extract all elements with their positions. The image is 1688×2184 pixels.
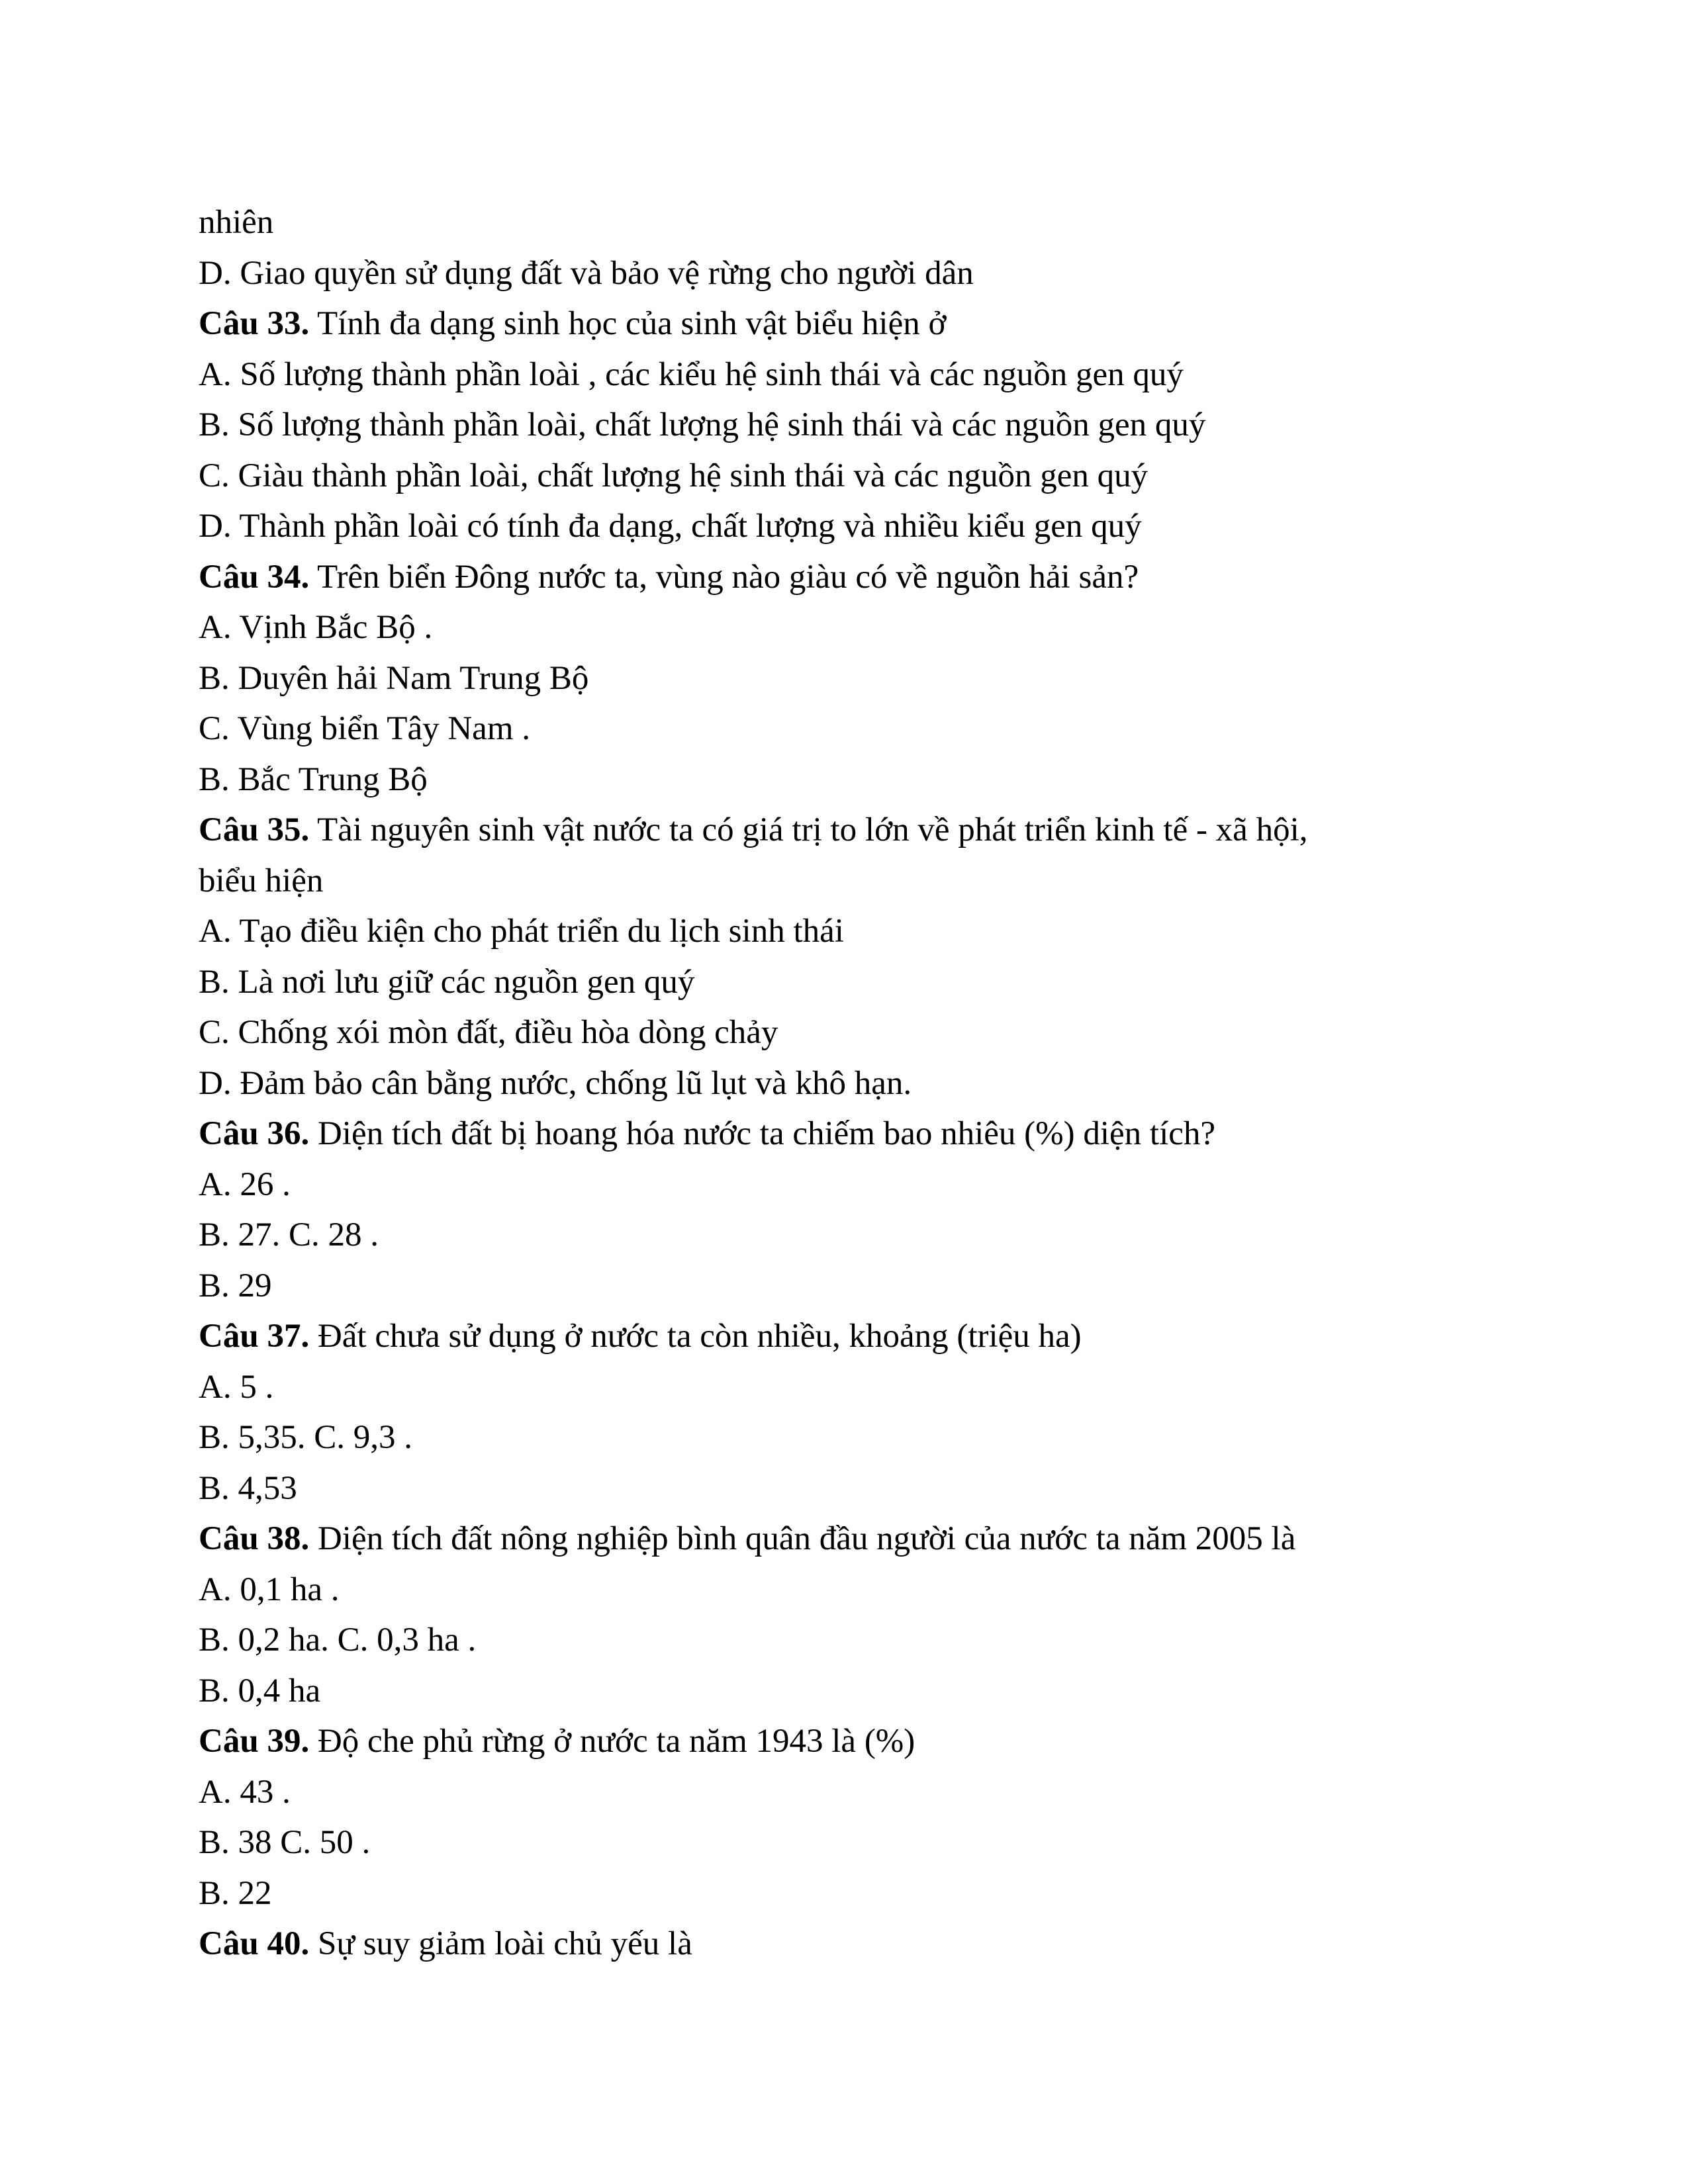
document-page [199, 197, 1489, 1970]
answer-option: B. Duyên hải Nam Trung Bộ [199, 659, 589, 697]
answer-option: A. Tạo điều kiện cho phát triển du lịch sinh thái [199, 913, 844, 950]
question-34 [199, 552, 1489, 603]
answer-option: A. 43 . [199, 1773, 291, 1811]
answer-option: B. Là nơi lưu giữ các nguồn gen quý [199, 963, 695, 1001]
question-36 [199, 1109, 1489, 1160]
answer-option: A. Số lượng thành phần loài , các kiểu hệ sinh thái và các nguồn gen quý [199, 355, 1184, 393]
question-40 [199, 1919, 1489, 1970]
question-label: Câu 37. [199, 1318, 310, 1355]
answer-option: C. Chống xói mòn đất, điều hòa dòng chảy [199, 1014, 778, 1051]
answer-option: B. 4,53 [199, 1469, 297, 1507]
question-text: Tài nguyên sinh vật nước ta có giá trị to lớn về phát triển kinh tế - xã hội, [309, 811, 1308, 848]
answer-option: B. 0,2 ha. C. 0,3 ha . [199, 1621, 477, 1659]
question-33 [199, 298, 1489, 349]
question-label: Câu 34. [199, 558, 310, 596]
answer-option: B. 27. C. 28 . [199, 1216, 379, 1253]
answer-option: A. 0,1 ha . [199, 1570, 340, 1608]
question-label: Câu 38. [199, 1520, 310, 1557]
question-text: Độ che phủ rừng ở nước ta năm 1943 là (%) [309, 1723, 915, 1760]
question-text-continued: biểu hiện [199, 862, 324, 899]
answer-option: D. Thành phần loài có tính đa dạng, chất lượng và nhiều kiểu gen quý [199, 508, 1142, 545]
question-label: Câu 35. [199, 811, 310, 848]
question-35 [199, 805, 1489, 856]
answer-option: D. Đảm bảo cân bằng nước, chống lũ lụt và khô hạn. [199, 1064, 912, 1102]
answer-option: C. Giàu thành phần loài, chất lượng hệ sinh thái và các nguồn gen quý [199, 457, 1149, 494]
answer-option: C. Vùng biển Tây Nam . [199, 710, 530, 747]
question-text: Diện tích đất nông nghiệp bình quân đầu người của nước ta năm 2005 là [309, 1520, 1296, 1557]
question-text: Đất chưa sử dụng ở nước ta còn nhiều, khoảng (triệu ha) [309, 1318, 1082, 1355]
answer-option: A. Vịnh Bắc Bộ . [199, 609, 433, 646]
question-39 [199, 1716, 1489, 1767]
answer-option: B. Số lượng thành phần loài, chất lượng hệ sinh thái và các nguồn gen quý [199, 406, 1206, 443]
text-line: nhiên [199, 204, 274, 241]
answer-option: B. 22 [199, 1874, 272, 1912]
answer-option: B. Bắc Trung Bộ [199, 760, 428, 798]
answer-option: D. Giao quyền sử dụng đất và bảo vệ rừng cho người dân [199, 254, 974, 292]
question-label: Câu 39. [199, 1723, 310, 1760]
answer-option: B. 38 C. 50 . [199, 1824, 371, 1861]
answer-option: B. 29 [199, 1267, 272, 1304]
question-text: Diện tích đất bị hoang hóa nước ta chiếm bao nhiêu (%) diện tích? [309, 1115, 1216, 1152]
question-text: Tính đa dạng sinh học của sinh vật biểu hiện ở [309, 305, 947, 342]
question-label: Câu 33. [199, 305, 310, 342]
answer-option: A. 26 . [199, 1165, 291, 1203]
question-37 [199, 1311, 1489, 1362]
answer-option: B. 0,4 ha [199, 1672, 321, 1709]
question-label: Câu 36. [199, 1115, 310, 1152]
question-label: Câu 40. [199, 1925, 310, 1962]
question-text: Trên biển Đông nước ta, vùng nào giàu có về nguồn hải sản? [309, 558, 1139, 596]
question-38 [199, 1514, 1489, 1565]
answer-option: A. 5 . [199, 1368, 274, 1406]
answer-option: B. 5,35. C. 9,3 . [199, 1419, 413, 1456]
question-text: Sự suy giảm loài chủ yếu là [309, 1925, 692, 1962]
